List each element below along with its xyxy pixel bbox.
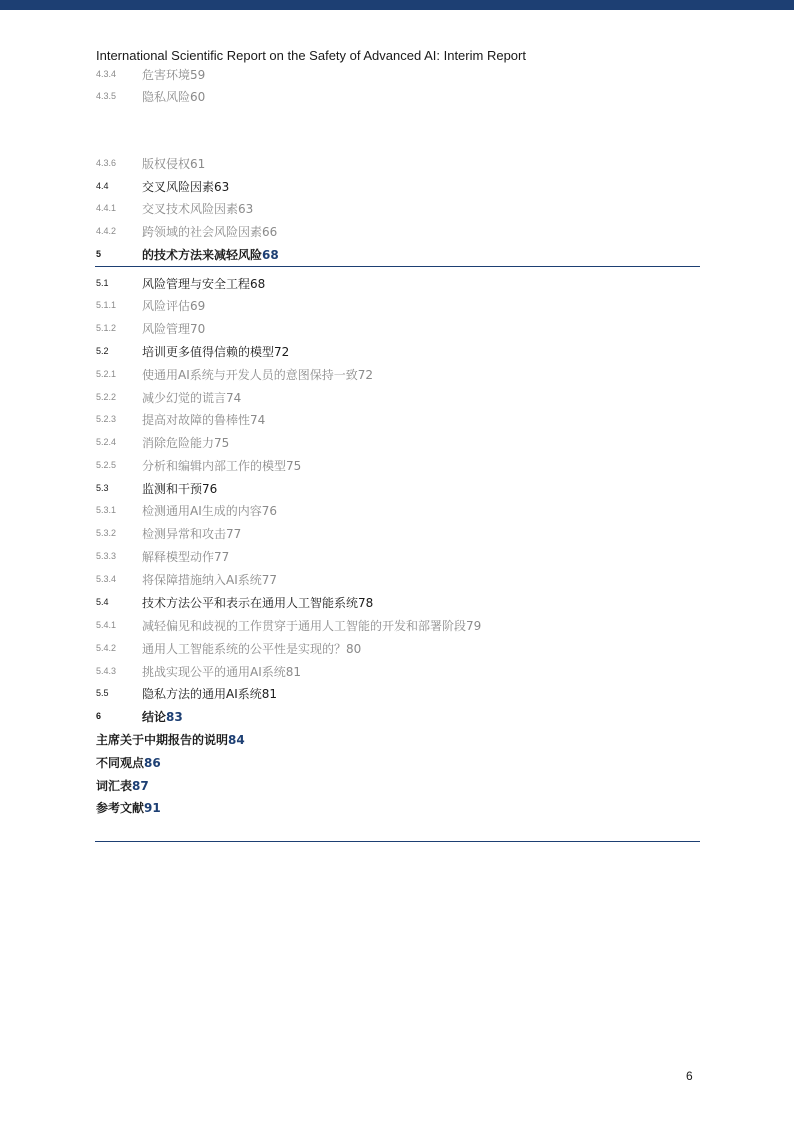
- toc-entry[interactable]: [0, 343, 794, 363]
- toc-entry-number: 5: [96, 249, 102, 259]
- toc-entry-page: 83: [166, 710, 183, 724]
- toc-entry-number: 4.3.4: [96, 69, 117, 79]
- toc-entry-title: 隐私风险: [142, 90, 191, 104]
- toc-entry-title-line: [96, 777, 149, 794]
- toc-entry[interactable]: [0, 66, 794, 86]
- toc-entry-title: 危害环境: [142, 68, 191, 82]
- toc-entry[interactable]: [0, 200, 794, 220]
- toc-entry[interactable]: [0, 754, 794, 774]
- toc-entry-page: 72: [357, 368, 374, 382]
- toc-entry-page: 91: [144, 801, 161, 815]
- toc-entry-number: 5.3: [96, 483, 109, 493]
- toc-entry-title-line: [142, 66, 205, 83]
- toc-entry-page: 66: [262, 225, 278, 239]
- toc-entry-title-line: [142, 155, 205, 172]
- toc-entry-title-line: [142, 200, 253, 217]
- toc-entry-page: 76: [261, 504, 278, 518]
- toc-entry-title-line: [142, 389, 241, 406]
- toc-entry-page: 68: [250, 277, 266, 291]
- toc-entry-page: 68: [262, 248, 279, 262]
- toc-entry-number: 5.2.5: [96, 460, 117, 470]
- toc-entry[interactable]: [0, 799, 794, 819]
- toc-entry-title: 不同观点: [96, 756, 145, 770]
- toc-entry-title: 检测异常和攻击: [142, 527, 227, 541]
- toc-entry-title: 技术方法公平和表示在通用人工智能系统: [142, 596, 359, 610]
- toc-entry-page: 74: [250, 413, 266, 427]
- toc-entry-title-line: [142, 320, 205, 337]
- toc-entry-title-line: [142, 525, 241, 542]
- toc-entry-title: 通用人工智能系统的公平性是实现的？: [142, 642, 347, 656]
- toc-entry-page: 74: [226, 391, 242, 405]
- toc-entry[interactable]: [0, 480, 794, 500]
- toc-entry-page: 69: [190, 299, 206, 313]
- section-divider: [95, 266, 700, 267]
- toc-entry-number: 4.3.6: [96, 158, 117, 168]
- toc-entry-title: 解释模型动作: [142, 550, 215, 564]
- toc-entry-title-line: [142, 88, 205, 105]
- toc-entry-title: 风险评估: [142, 299, 191, 313]
- toc-entry-title: 交叉技术风险因素: [142, 202, 239, 216]
- toc-entry-title-line: [142, 343, 289, 360]
- toc-end-divider: [95, 841, 700, 842]
- toc-entry-number: 5.1.1: [96, 300, 117, 310]
- toc-entry-title: 的技术方法来减轻风险: [142, 248, 263, 262]
- toc-entry-title-line: [142, 480, 217, 497]
- toc-entry-number: 5.2.2: [96, 392, 117, 402]
- toc-entry-title: 结论: [142, 710, 167, 724]
- toc-entry-number: 5.1.2: [96, 323, 117, 333]
- toc-entry-title-line: [142, 502, 277, 519]
- toc-entry-number: 5.4.2: [96, 643, 117, 653]
- toc-entry-page: 63: [238, 202, 254, 216]
- toc-entry-number: 5.3.3: [96, 551, 117, 561]
- toc-entry-number: 6: [96, 711, 102, 721]
- toc-entry-title: 风险管理: [142, 322, 191, 336]
- toc-entry-title: 消除危险能力: [142, 436, 215, 450]
- toc-entry-number: 5.2.3: [96, 414, 117, 424]
- toc-entry-title-line: [142, 297, 205, 314]
- toc-entry-title: 将保障措施纳入AI系统: [142, 573, 262, 587]
- toc-entry-page: 75: [214, 436, 230, 450]
- toc-entry[interactable]: [0, 178, 794, 198]
- toc-entry-title-line: [142, 685, 277, 702]
- toc-entry-number: 5.5: [96, 688, 109, 698]
- toc-entry-title: 词汇表: [96, 779, 133, 793]
- toc-entry-title-line: [142, 178, 229, 195]
- toc-entry[interactable]: [0, 594, 794, 614]
- toc-entry[interactable]: [0, 617, 794, 637]
- toc-entry-title-line: [142, 594, 373, 611]
- toc-entry-page: 84: [228, 733, 245, 747]
- toc-entry-page: 81: [285, 665, 302, 679]
- toc-entry-number: 5.4.3: [96, 666, 117, 676]
- toc-entry-title-line: [142, 366, 373, 383]
- toc-entry-title: 主席关于中期报告的说明: [96, 733, 229, 747]
- toc-entry-page: 80: [346, 642, 362, 656]
- toc-entry-title-line: [142, 275, 265, 292]
- toc-entry-number: 4.4.1: [96, 203, 117, 213]
- toc-entry-title: 交叉风险因素: [142, 180, 215, 194]
- toc-entry-number: 5.4: [96, 597, 109, 607]
- toc-entry-title: 参考文献: [96, 801, 145, 815]
- toc-entry-title: 跨领域的社会风险因素: [142, 225, 263, 239]
- toc-entry-title-line: [142, 617, 481, 634]
- toc-entry-page: 86: [144, 756, 161, 770]
- toc-entry[interactable]: [0, 708, 794, 728]
- toc-entry-title: 监测和干预: [142, 482, 203, 496]
- toc-entry[interactable]: [0, 685, 794, 705]
- toc-entry-number: 5.3.4: [96, 574, 117, 584]
- toc-entry[interactable]: [0, 434, 794, 454]
- toc-entry-page: 75: [286, 459, 302, 473]
- page-number: 6: [686, 1069, 693, 1083]
- toc-entry-title-line: [142, 663, 301, 680]
- toc-entry-number: 5.3.1: [96, 505, 117, 515]
- toc-entry[interactable]: [0, 320, 794, 340]
- toc-entry-page: 77: [226, 527, 242, 541]
- toc-entry-page: 70: [190, 322, 206, 336]
- toc-entry[interactable]: [0, 525, 794, 545]
- toc-entry-title: 分析和编辑内部工作的模型: [142, 459, 287, 473]
- toc-entry[interactable]: [0, 246, 794, 266]
- toc-entry[interactable]: [0, 366, 794, 386]
- toc-entry-page: 72: [274, 345, 290, 359]
- toc-entry[interactable]: [0, 155, 794, 175]
- toc-entry-title-line: [142, 434, 229, 451]
- toc-entry-title: 提高对故障的鲁棒性: [142, 413, 251, 427]
- toc-entry-title-line: [96, 799, 161, 816]
- toc-entry-title-line: [142, 548, 229, 565]
- toc-entry[interactable]: [0, 275, 794, 295]
- toc-entry-number: 5.1: [96, 278, 109, 288]
- toc-entry-number: 5.2.4: [96, 437, 117, 447]
- toc-entry[interactable]: [0, 548, 794, 568]
- toc-entry-page: 78: [358, 596, 374, 610]
- toc-entry-page: 77: [214, 550, 230, 564]
- toc-entry-title: 培训更多值得信赖的模型: [142, 345, 275, 359]
- toc-entry-page: 76: [202, 482, 218, 496]
- toc-entry-page: 87: [132, 779, 149, 793]
- toc-entry[interactable]: [0, 411, 794, 431]
- toc-entry-title: 隐私方法的通用AI系统: [142, 687, 262, 701]
- toc-entry[interactable]: [0, 389, 794, 409]
- toc-entry[interactable]: [0, 571, 794, 591]
- toc-entry-title-line: [142, 411, 265, 428]
- toc-entry[interactable]: [0, 297, 794, 317]
- toc-entry-title: 减轻偏见和歧视的工作贯穿于通用人工智能的开发和部署阶段: [142, 619, 467, 633]
- toc-entry-title: 挑战实现公平的通用AI系统: [142, 665, 286, 679]
- toc-entry-title-line: [96, 731, 245, 748]
- toc-entry-page: 81: [261, 687, 278, 701]
- running-header: International Scientific Report on the Safety of Advanced AI: Interim Report: [96, 48, 526, 63]
- toc-entry-title-line: [96, 754, 161, 771]
- toc-entry-title: 版权侵权: [142, 157, 191, 171]
- toc-entry-number: 5.2: [96, 346, 109, 356]
- toc-entry[interactable]: [0, 663, 794, 683]
- toc-entry[interactable]: [0, 88, 794, 108]
- toc-entry[interactable]: [0, 457, 794, 477]
- toc-entry-page: 79: [466, 619, 482, 633]
- toc-entry-title-line: [142, 708, 183, 725]
- top-brand-bar: [0, 0, 794, 10]
- toc-entry[interactable]: [0, 640, 794, 660]
- toc-entry-number: 4.3.5: [96, 91, 117, 101]
- toc-entry-number: 4.4.2: [96, 226, 117, 236]
- toc-entry-page: 61: [190, 157, 206, 171]
- toc-entry-title-line: [142, 640, 361, 657]
- toc-entry-title: 使通用AI系统与开发人员的意图保持一致: [142, 368, 358, 382]
- toc-entry[interactable]: [0, 223, 794, 243]
- toc-entry-title: 检测通用AI生成的内容: [142, 504, 262, 518]
- toc-entry-title-line: [142, 246, 279, 263]
- toc-entry-title-line: [142, 571, 277, 588]
- toc-entry-title-line: [142, 223, 277, 240]
- toc-entry[interactable]: [0, 731, 794, 751]
- toc-entry-title-line: [142, 457, 301, 474]
- toc-entry-number: 5.2.1: [96, 369, 117, 379]
- toc-entry-page: 59: [190, 68, 206, 82]
- toc-entry-title: 风险管理与安全工程: [142, 277, 251, 291]
- toc-entry[interactable]: [0, 777, 794, 797]
- toc-entry-title: 减少幻觉的谎言: [142, 391, 227, 405]
- toc-entry-page: 60: [190, 90, 206, 104]
- toc-entry-number: 4.4: [96, 181, 109, 191]
- toc-entry-page: 63: [214, 180, 230, 194]
- toc-entry-page: 77: [261, 573, 278, 587]
- toc-entry-number: 5.4.1: [96, 620, 117, 630]
- toc-entry[interactable]: [0, 502, 794, 522]
- toc-entry-number: 5.3.2: [96, 528, 117, 538]
